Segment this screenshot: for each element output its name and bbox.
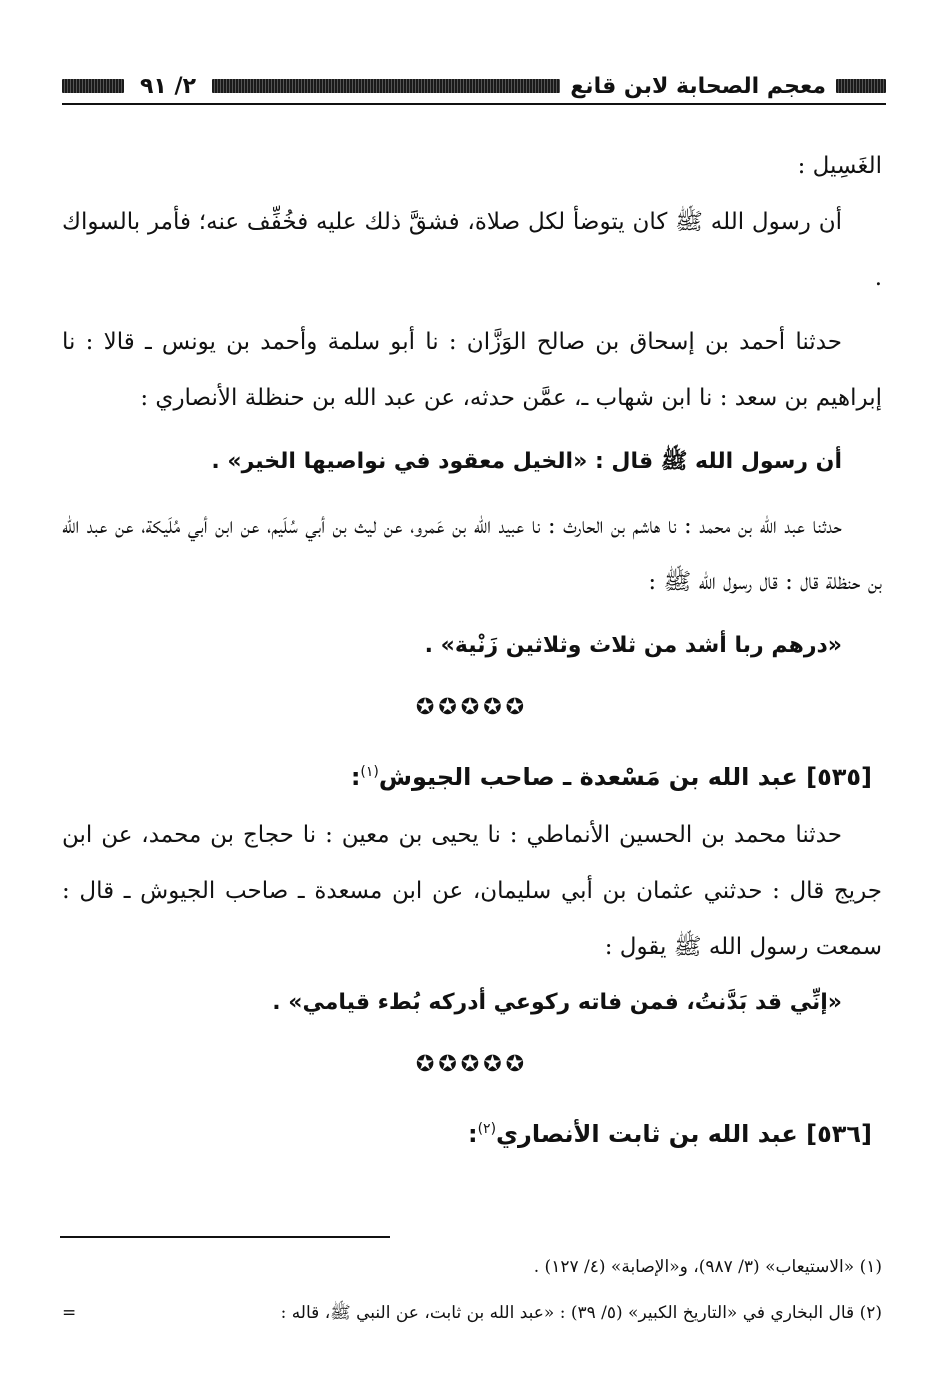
entry-title: [٥٣٦] عبد الله بن ثابت الأنصاري xyxy=(496,1120,872,1148)
hadith-text: أن رسول الله ﷺ قال : «الخيل معقود في نواصيها الخير» . xyxy=(211,449,842,474)
footnote-rule xyxy=(60,1236,390,1238)
header-ornament-bar xyxy=(836,79,886,93)
footnote-ref: (١) xyxy=(360,764,379,780)
main-text xyxy=(62,138,882,1164)
entry-colon: : xyxy=(467,1120,478,1148)
entry-heading xyxy=(62,1099,882,1164)
paragraph: الغَسِيل : xyxy=(797,153,882,179)
footnote-text: (٢) قال البخاري في «التاريخ الكبير» (٥/ ٣٩) : «عبد الله بن ثابت، عن النبي ﷺ، قاله : xyxy=(280,1303,882,1323)
hadith-text: «درهم ربا أشد من ثلاث وثلاثين زَنْية» . xyxy=(424,633,842,658)
hadith-text: «إنِّي قد بَدَّنتُ، فمن فاته ركوعي أدركه بُطء قيامي» . xyxy=(272,990,842,1015)
entry-title: [٥٣٥] عبد الله بن مَسْعدة ـ صاحب الجيوش xyxy=(378,763,872,791)
section-separator: ✪✪✪✪✪ xyxy=(415,1052,529,1077)
footnotes xyxy=(62,1244,882,1336)
paragraph: حدثنا عبد الله بن محمد : نا هاشم بن الحارث : نا عبيد الله بن عَمرو، عن ليث بن أبي سُلَيم، عن ابن أبي مُلَيكة، عن عبد الله بن حنظلة قال : قال رسول الله ﷺ : xyxy=(62,513,882,595)
running-header xyxy=(62,66,886,106)
header-ornament-bar xyxy=(212,79,560,93)
header-rule xyxy=(62,103,886,105)
paragraph: حدثنا أحمد بن إسحاق بن صالح الوَزَّان : نا أبو سلمة وأحمد بن يونس ـ قالا : نا إبراهيم بن سعد : نا ابن شهاب ـ، عمَّن حدثه، عن عبد الله بن حنظلة الأنصاري : xyxy=(62,329,882,411)
entry-colon: : xyxy=(350,763,361,791)
section-separator: ✪✪✪✪✪ xyxy=(415,695,529,720)
entry-heading xyxy=(62,742,882,807)
header-ornament-bar xyxy=(62,79,124,93)
paragraph: أن رسول الله ﷺ كان يتوضأ لكل صلاة، فشقَّ ذلك عليه فخُفِّف عنه؛ فأمر بالسواك . xyxy=(62,209,882,291)
continuation-mark: = xyxy=(62,1303,77,1323)
book-title: معجم الصحابة لابن قانع xyxy=(570,73,826,99)
footnote-ref: (٢) xyxy=(477,1121,497,1137)
footnote xyxy=(62,1290,882,1336)
footnote: (١) «الاستيعاب» (٣/ ٩٨٧)، و«الإصابة» (٤/ ١٢٧) . xyxy=(533,1257,882,1277)
page-number: ٢/ ٩١ xyxy=(140,73,196,99)
paragraph: حدثنا محمد بن الحسين الأنماطي : نا يحيى بن معين : نا حجاج بن محمد، عن ابن جريج قال : حدثني عثمان بن أبي سليمان، عن ابن مسعدة ـ صاحب الجيوش ـ قال : سمعت رسول الله ﷺ يقول : xyxy=(62,822,882,960)
